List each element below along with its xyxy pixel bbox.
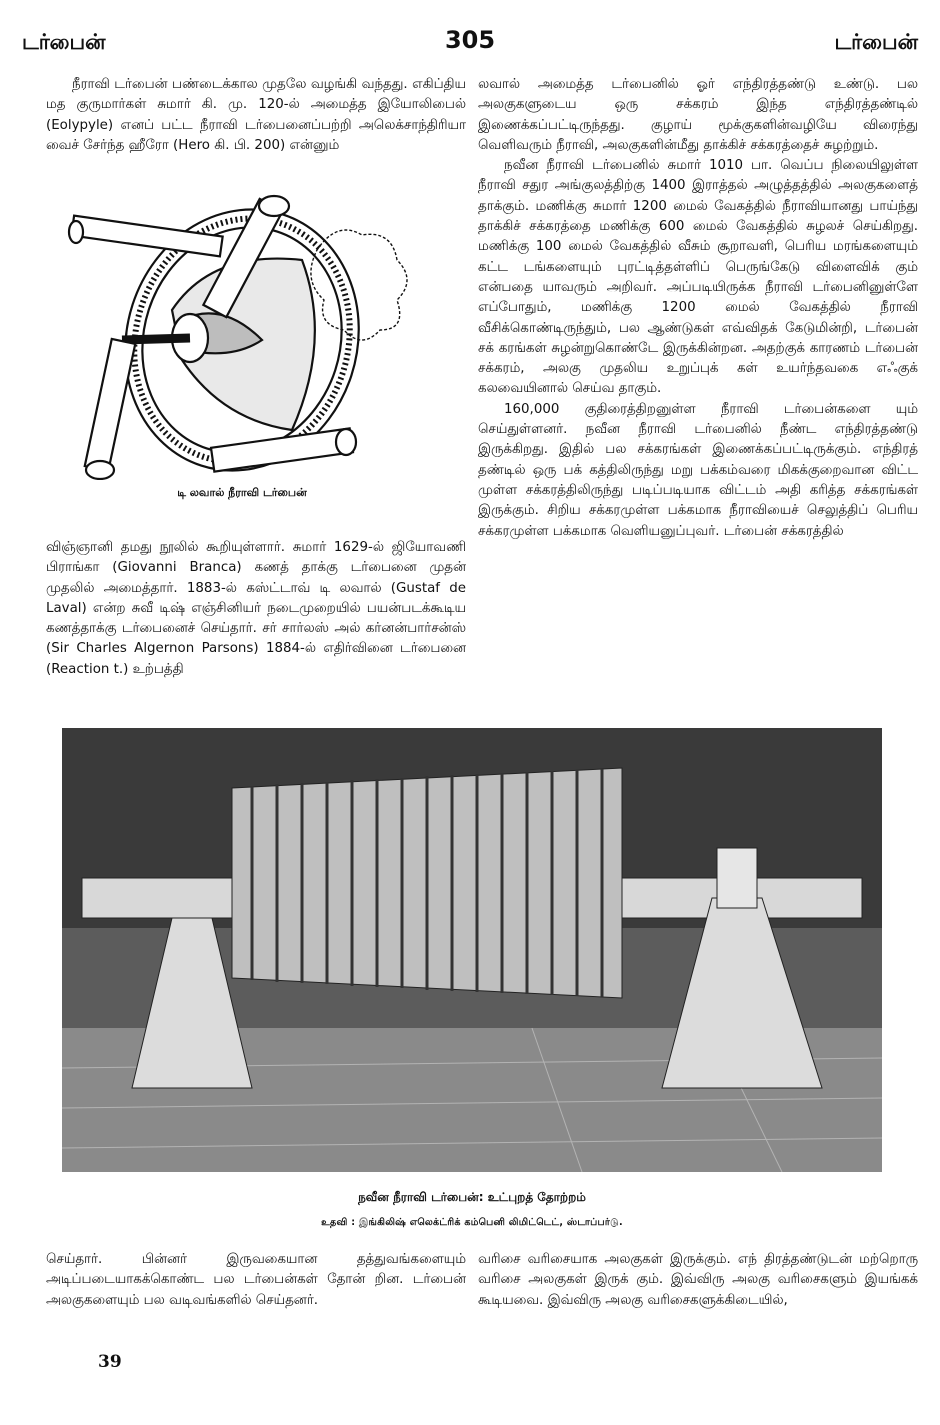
- turbine-rotor-photograph: [62, 728, 882, 1172]
- paragraph-history: விஞ்ஞானி தமது நூலில் கூறியுள்ளார். சுமார் 1629-ல் ஜியோவணி பிராங்கா (Giovanni Branca) கணத் தாக்கு டர்பைனை முதன் முதலில் அமைத்தார். 1883-ல் கஸ்ட்டாவ் டி லவால் (Gustaf de Laval) என்ற சுவீ டிஷ் எஞ்சினியர் நடைமுறையில் பயன்படக்கூடிய கணத்தாக்கு டர்பைனைச் செய்தார். சர் சார்லஸ் அல் கர்னன்பார்சன்ஸ் (Sir Charles Algernon Parsons) 1884-ல் எதிர்வினை டர்பைனை (Reaction t.) உற்பத்தி: [46, 540, 466, 677]
- folio-number: 39: [98, 1352, 122, 1372]
- paragraph-modern-turbine: நவீன நீராவி டர்பைனில் சுமார் 1010 பா. வெப்ப நிலையிலுள்ள நீராவி சதுர அங்குலத்திற்கு 1400 இராத்தல் அழுத்தத்தில் அலகுகளைத் தாக்கும். மணிக்கு சுமார் 1200 மைல் வேகத்தில் நீராவியானது பாய்ந்து தாக்கிச் சக்கரத்தை மணிக்கு 600 மைல் வேகத்தில் சுழலச் செய்கிறது. மணிக்கு 100 மைல் வேகத்தில் வீசும் சூறாவளி, பெரிய மரங்களையும் கட்ட டங்களையும் புரட்டித்தள்ளிப் பெருங்கேடு விளைவிக் கும் என்பதை யாவரும் அறிவர். அப்படியிருக்க நீராவி டர்பைனினுள்ளே எப்போதும், மணிக்கு 1200 மைல் வேகத்தில் நீராவி வீசிக்கொண்டிருந்தும், பல ஆண்டுகள் எவ்விதக் கேடுமின்றி, டர்பைன் சக் கரங்கள் சுழன்றுகொண்டே இருக்கின்றன. அதற்குக் காரணம் டர்பைன் சக்கரம், அலகு முதலிய உறுப்புக் கள் உயர்ந்தவகை எஃகுக் கலவையினால் செய்வ தாகும்.: [478, 158, 918, 397]
- running-head-left: டர்பைன்: [22, 30, 106, 54]
- paragraph-reaction-turbines: செய்தார். பின்னர் இருவகையான தத்துவங்களையும் அடிப்படையாகக்கொண்ட பல டர்பைன்கள் தோன் றின. டர்பைன் அலகுகளையும் பல வடிவங்களில் செய்தனர்.: [46, 1252, 466, 1308]
- paragraph-horsepower: 160,000 குதிரைத்திறனுள்ள நீராவி டர்பைன்களை யும் செய்துள்ளனர். நவீன நீராவி டர்பைனில் நீண்ட எந்திரத்தண்டு இருக்கிறது. இதில் பல சக்கரங்கள் இணைக்கப்பட்டிருக்கும். எந்திரத் தண்டில் ஒரு பக் கத்திலிருந்து மறு பக்கம்வரை மிகக்குறைவான விட்ட முள்ள சக்கரத்திலிருந்து படிப்படியாக விட்டம் அதி கரித்த சக்கரங்கள் இருக்கும். சிறிய சக்கரமுள்ள பக்கமாக நீராவியைச் செலுத்திப் பெரிய சக்கரமுள்ள பக்கமாக வெளியனுப்புவர். டர்பைன் சக்கரத்தில்: [478, 401, 918, 539]
- de-laval-turbine-illustration: [62, 190, 422, 480]
- page-number: 305: [444, 26, 496, 54]
- turbine-figure-caption: டி லவால் நீராவி டர்பைன்: [177, 486, 307, 499]
- right-column-bottom: [478, 1250, 918, 1311]
- rotor-photo-credit: உதவி : இங்கிலிஷ் எலெக்ட்ரிக் கம்பெனி லிமிட்டெட், ஸ்டாப்பர்டு.: [321, 1217, 623, 1228]
- left-column-top: [46, 75, 466, 156]
- left-column-middle: [46, 538, 466, 680]
- running-head-right: டர்பைன்: [834, 30, 918, 54]
- paragraph-intro: நீராவி டர்பைன் பண்டைக்கால முதலே வழங்கி வந்தது. எகிப்திய மத குருமார்கள் சுமார் கி. மு. 120-ல் அமைத்த இயோலிபைல் (Eolypyle) எனப் பட்ட நீராவி டர்பைனைப்பற்றி அலெக்சாந்திரியா வைச் சேர்ந்த ஹீரோ (Hero கி. பி. 200) என்னும்: [46, 77, 466, 153]
- right-column-top: [478, 75, 918, 542]
- rotor-photo-caption: நவீன நீராவி டர்பைன்: உட்புறத் தோற்றம்: [358, 1190, 586, 1204]
- paragraph-laval: லவால் அமைத்த டர்பைனில் ஓர் எந்திரத்தண்டு உண்டு. பல அலகுகளுடைய ஒரு சக்கரம் இந்த எந்திரத்தண்டில் இணைக்கப்பட்டிருந்தது. குழாய் மூக்குகளின்வழியே விரைந்து வெளிவரும் நீராவி, அலகுகளின்மீது தாக்கிச் சக்கரத்தைச் சுழற்றும்.: [478, 77, 918, 153]
- paragraph-blade-rows: வரிசை வரிசையாக அலகுகள் இருக்கும். எந் திரத்தண்டுடன் மற்றொரு வரிசை அலகுகள் இருக் கும். இவ்விரு அலகு வரிசைகளும் இயங்கக் கூடியவை. இவ்விரு அலகு வரிசைகளுக்கிடையில்,: [478, 1252, 918, 1308]
- left-column-bottom: [46, 1250, 466, 1311]
